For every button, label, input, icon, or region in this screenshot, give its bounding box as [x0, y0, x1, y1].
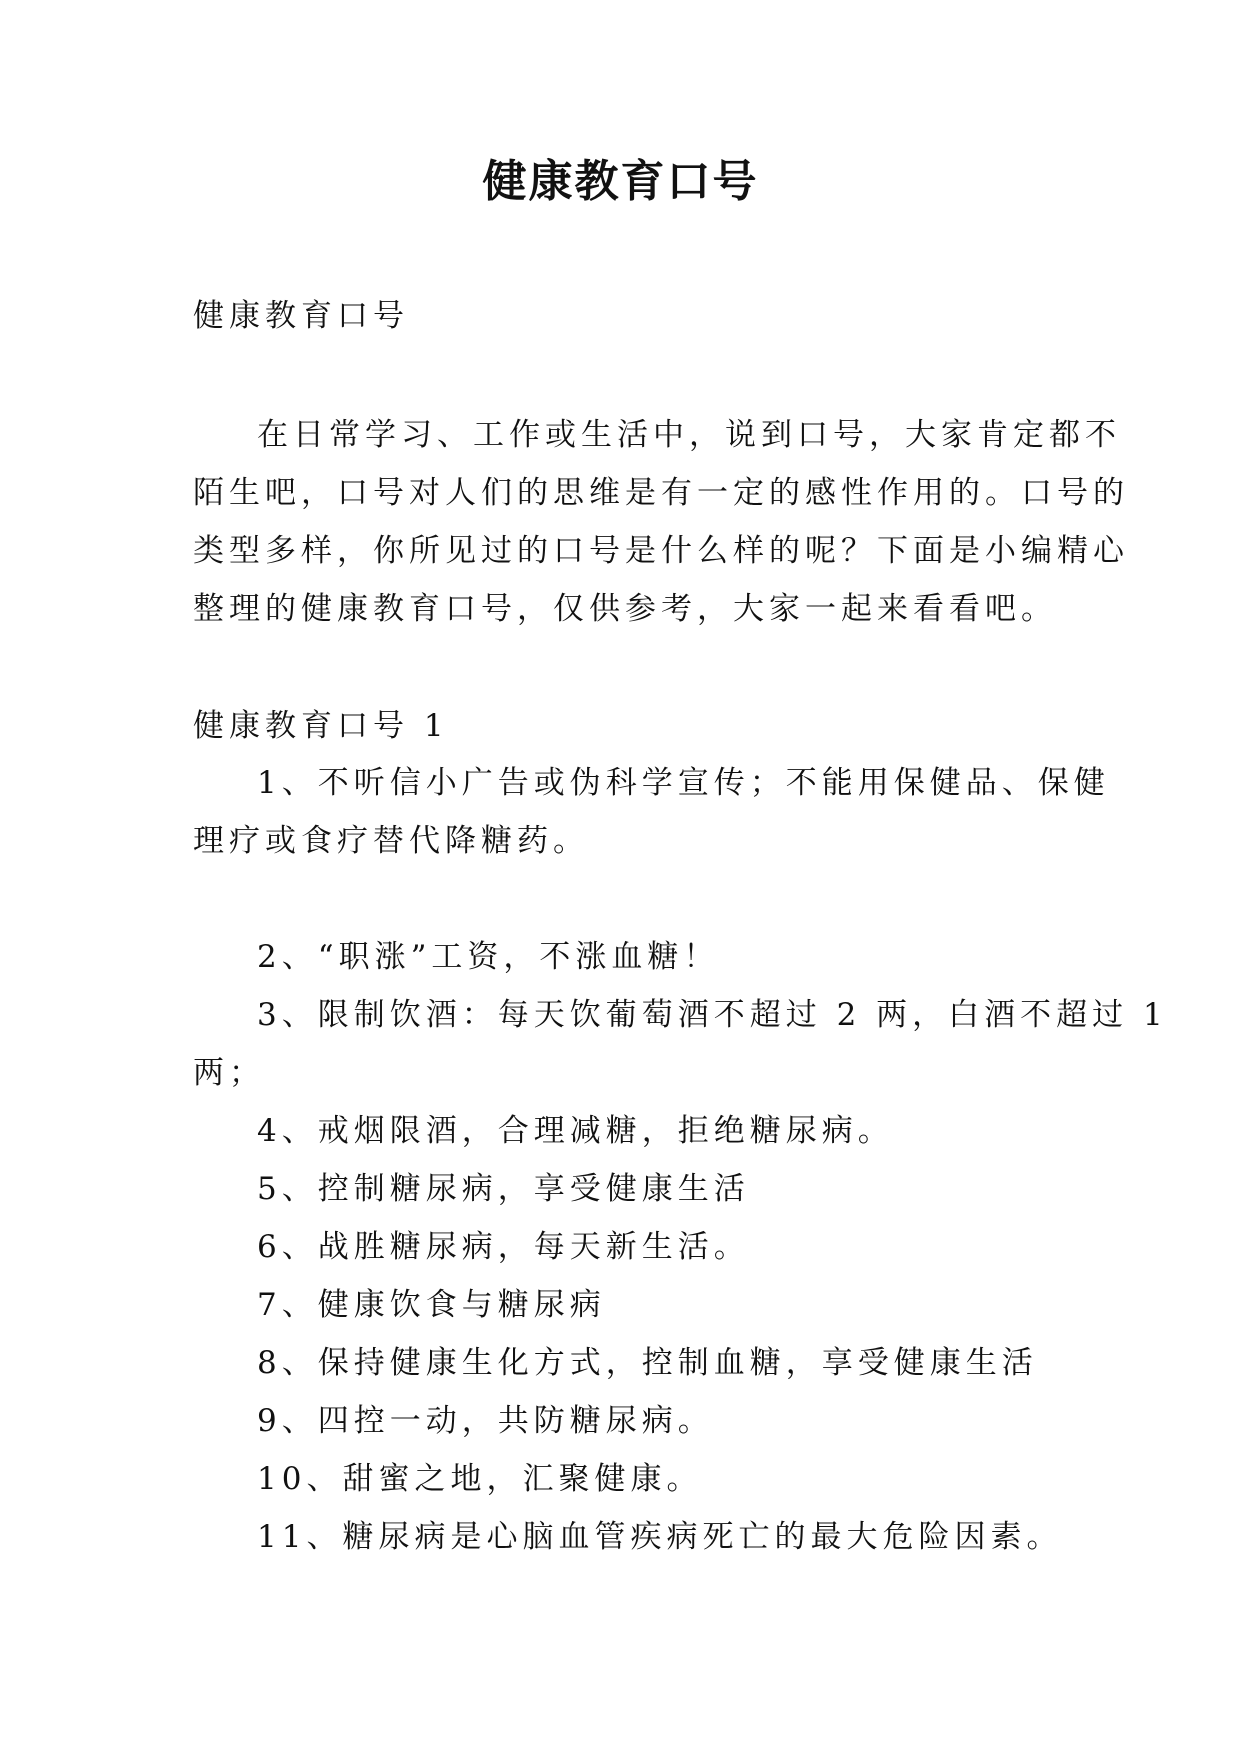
- list-item: 6、战胜糖尿病，每天新生活。: [257, 1229, 750, 1265]
- intro-line: 类型多样，你所见过的口号是什么样的呢？下面是小编精心: [193, 533, 1129, 569]
- list-item: 9、四控一动，共防糖尿病。: [257, 1403, 714, 1439]
- intro-line: 整理的健康教育口号，仅供参考，大家一起来看看吧。: [193, 591, 1057, 627]
- page-title: 健康教育口号: [482, 156, 759, 207]
- intro-line: 在日常学习、工作或生活中，说到口号，大家肯定都不: [257, 417, 1121, 453]
- list-item: 1、不听信小广告或伪科学宣传；不能用保健品、保健: [257, 765, 1110, 801]
- intro-paragraph: [193, 406, 1129, 638]
- intro-line: 陌生吧，口号对人们的思维是有一定的感性作用的。口号的: [193, 475, 1129, 511]
- list-item: 2、“职涨”工资，不涨血糖！: [257, 939, 720, 975]
- list-item: 7、健康饮食与糖尿病: [257, 1287, 606, 1323]
- slogan-list: [193, 754, 1168, 1566]
- document-subtitle: 健康教育口号: [193, 298, 409, 334]
- list-item: 10、甜蜜之地，汇聚健康。: [257, 1461, 703, 1497]
- list-item: 11、糖尿病是心脑血管疾病死亡的最大危险因素。: [257, 1519, 1063, 1555]
- section-heading: 健康教育口号 1: [193, 708, 449, 744]
- list-item: 两；: [193, 1055, 265, 1091]
- paragraph-gap: [193, 870, 1053, 928]
- list-item: 理疗或食疗替代降糖药。: [193, 823, 589, 859]
- list-item: 3、限制饮酒：每天饮葡萄酒不超过 2 两，白酒不超过 1: [257, 997, 1168, 1033]
- list-item: 4、戒烟限酒，合理减糖，拒绝糖尿病。: [257, 1113, 894, 1149]
- list-item: 8、保持健康生化方式，控制血糖，享受健康生活: [257, 1345, 1038, 1381]
- list-item: 5、控制糖尿病，享受健康生活: [257, 1171, 750, 1207]
